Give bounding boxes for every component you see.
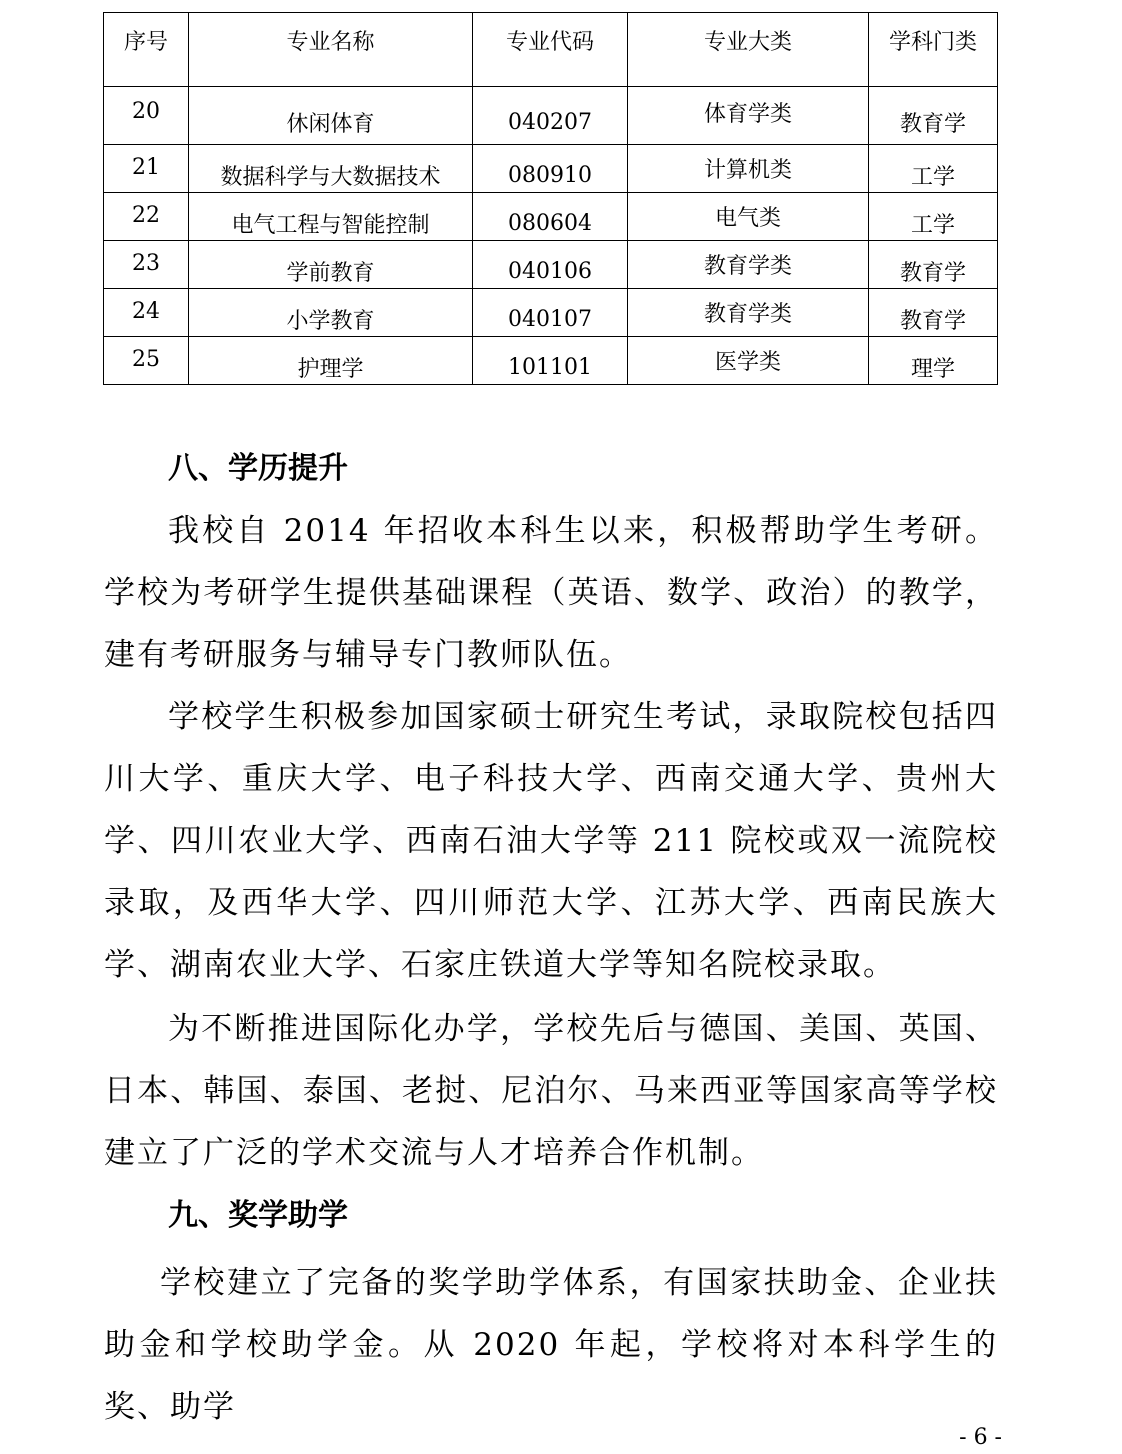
row-major-category: 教育学类 xyxy=(628,289,869,337)
table-row xyxy=(104,87,998,145)
table-row xyxy=(104,289,998,337)
header-serial-number: 序号 xyxy=(104,13,189,87)
row-major-code: 101101 xyxy=(473,337,628,385)
header-major-category: 专业大类 xyxy=(628,13,869,87)
row-number: 20 xyxy=(104,87,189,145)
row-major-category: 电气类 xyxy=(628,193,869,241)
row-discipline: 教育学 xyxy=(869,241,998,289)
row-major-category: 体育学类 xyxy=(628,87,869,145)
row-number: 22 xyxy=(104,193,189,241)
row-major-name: 数据科学与大数据技术 xyxy=(189,145,473,193)
row-major-name: 电气工程与智能控制 xyxy=(189,193,473,241)
table-row xyxy=(104,145,998,193)
paragraph-scholarship-system: 学校建立了完备的奖学助学体系，有国家扶助金、企业扶助金和学校助学金。从 2020 年起，学校将对本科学生的奖、助学 xyxy=(104,1265,998,1425)
row-major-name: 小学教育 xyxy=(189,289,473,337)
row-number: 23 xyxy=(104,241,189,289)
row-major-name: 护理学 xyxy=(189,337,473,385)
row-discipline: 教育学 xyxy=(869,289,998,337)
row-discipline: 工学 xyxy=(869,193,998,241)
section-heading-academic-advancement: 八、学历提升 xyxy=(168,451,348,486)
table-row xyxy=(104,241,998,289)
row-major-code: 040207 xyxy=(473,87,628,145)
paragraph-admission-results: 学校学生积极参加国家硕士研究生考试，录取院校包括四川大学、重庆大学、电子科技大学、西南交通大学、贵州大学、四川农业大学、西南石油大学等 211 院校或双一流院校录取，及西华大学、四川师范大学、江苏大学、西南民族大学、湖南农业大学、石家庄铁道大学等知名院校录取。 xyxy=(104,699,998,983)
row-major-code: 040107 xyxy=(473,289,628,337)
table-row xyxy=(104,337,998,385)
section-heading-scholarships: 九、奖学助学 xyxy=(168,1198,348,1233)
header-discipline: 学科门类 xyxy=(869,13,998,87)
row-major-code: 080910 xyxy=(473,145,628,193)
paragraph-postgraduate-support: 我校自 2014 年招收本科生以来，积极帮助学生考研。学校为考研学生提供基础课程（英语、数学、政治）的教学，建有考研服务与辅导专门教师队伍。 xyxy=(104,513,998,673)
majors-table xyxy=(103,12,998,385)
row-major-code: 040106 xyxy=(473,241,628,289)
row-major-code: 080604 xyxy=(473,193,628,241)
row-major-category: 教育学类 xyxy=(628,241,869,289)
header-major-name: 专业名称 xyxy=(189,13,473,87)
row-major-name: 休闲体育 xyxy=(189,87,473,145)
row-major-category: 计算机类 xyxy=(628,145,869,193)
row-discipline: 教育学 xyxy=(869,87,998,145)
row-number: 24 xyxy=(104,289,189,337)
row-major-name: 学前教育 xyxy=(189,241,473,289)
row-discipline: 理学 xyxy=(869,337,998,385)
row-number: 21 xyxy=(104,145,189,193)
row-number: 25 xyxy=(104,337,189,385)
paragraph-international-cooperation: 为不断推进国际化办学，学校先后与德国、美国、英国、日本、韩国、泰国、老挝、尼泊尔、马来西亚等国家高等学校建立了广泛的学术交流与人才培养合作机制。 xyxy=(104,1011,998,1171)
page-number: - 6 - xyxy=(959,1425,1002,1450)
table-row xyxy=(104,193,998,241)
row-major-category: 医学类 xyxy=(628,337,869,385)
table-header-row xyxy=(104,13,998,87)
row-discipline: 工学 xyxy=(869,145,998,193)
header-major-code: 专业代码 xyxy=(473,13,628,87)
